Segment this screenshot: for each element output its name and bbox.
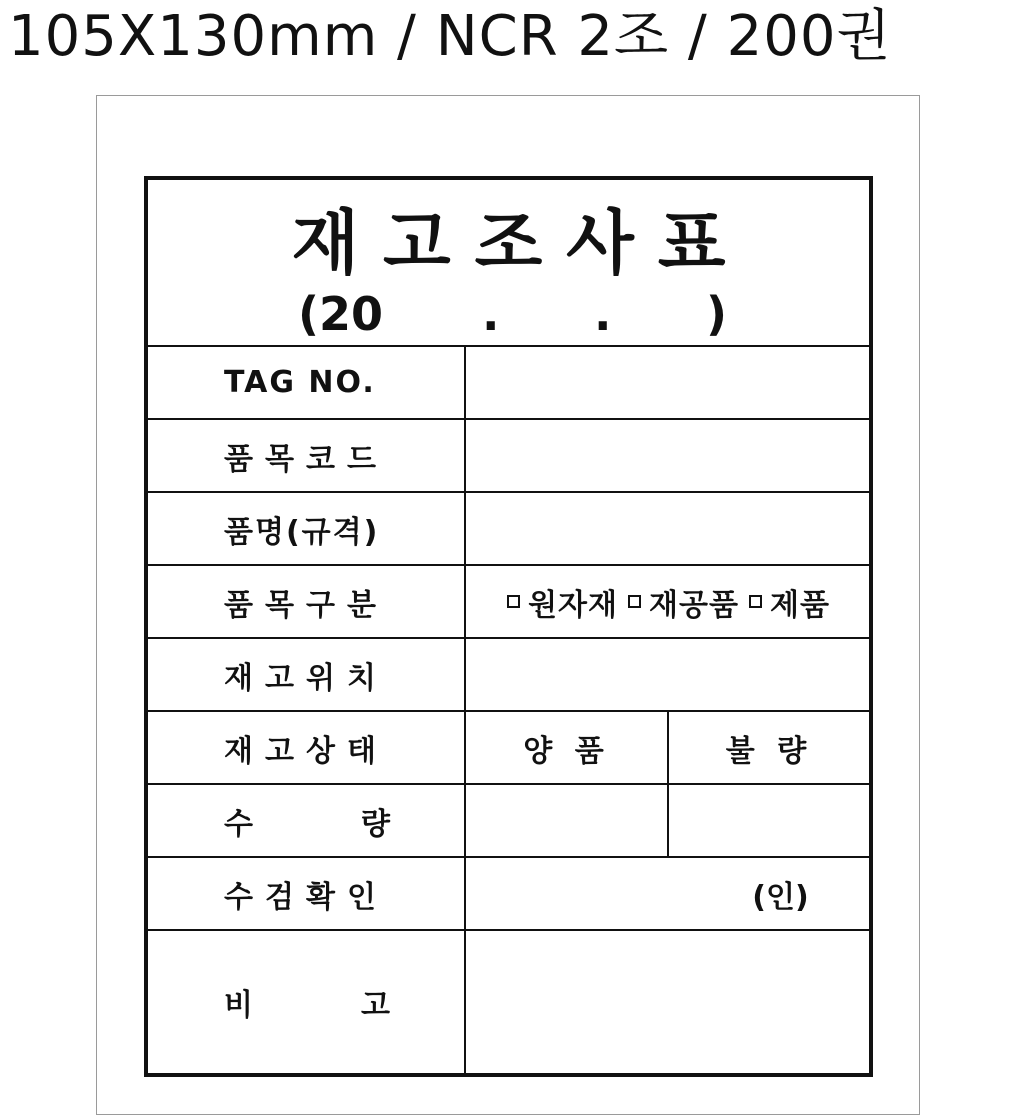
status-good-header: 양 품	[523, 733, 610, 769]
date-dot-2: .	[594, 287, 612, 341]
label-remarks-left: 비	[224, 988, 253, 1023]
option-wip: 재공품	[649, 587, 739, 623]
label-remarks-right: 고	[361, 988, 390, 1023]
date-line	[148, 286, 869, 342]
label-remarks	[148, 931, 464, 1073]
checkbox-raw-material[interactable]	[507, 595, 520, 608]
checkbox-wip[interactable]	[628, 595, 641, 608]
checkbox-product[interactable]	[749, 595, 762, 608]
label-item-name: 품명(규격)	[224, 514, 380, 550]
label-inspection: 수검확인	[224, 879, 388, 915]
label-status: 재고상태	[224, 733, 388, 769]
date-dot-1: .	[482, 287, 500, 341]
date-close: )	[706, 287, 728, 341]
label-quantity-right: 량	[361, 806, 390, 842]
title-block	[148, 180, 869, 346]
label-tag-no: TAG NO.	[224, 365, 376, 400]
option-product: 제품	[769, 587, 830, 623]
inventory-form	[144, 176, 873, 1077]
item-class-options	[466, 566, 869, 637]
label-item-code: 품목코드	[224, 441, 388, 477]
column-divider	[464, 345, 466, 1073]
label-item-class: 품목구분	[224, 587, 388, 623]
label-location: 재고위치	[224, 660, 388, 696]
label-quantity-left: 수	[224, 806, 253, 842]
option-raw-material: 원자재	[528, 587, 619, 623]
product-spec-heading: 105X130mm / NCR 2조 / 200권	[8, 4, 892, 69]
label-quantity	[148, 785, 464, 856]
status-defective-header: 불 량	[725, 733, 813, 769]
form-title: 재고조사표	[291, 202, 750, 284]
seal-mark: (인)	[752, 879, 809, 915]
date-open: (20	[298, 287, 384, 341]
